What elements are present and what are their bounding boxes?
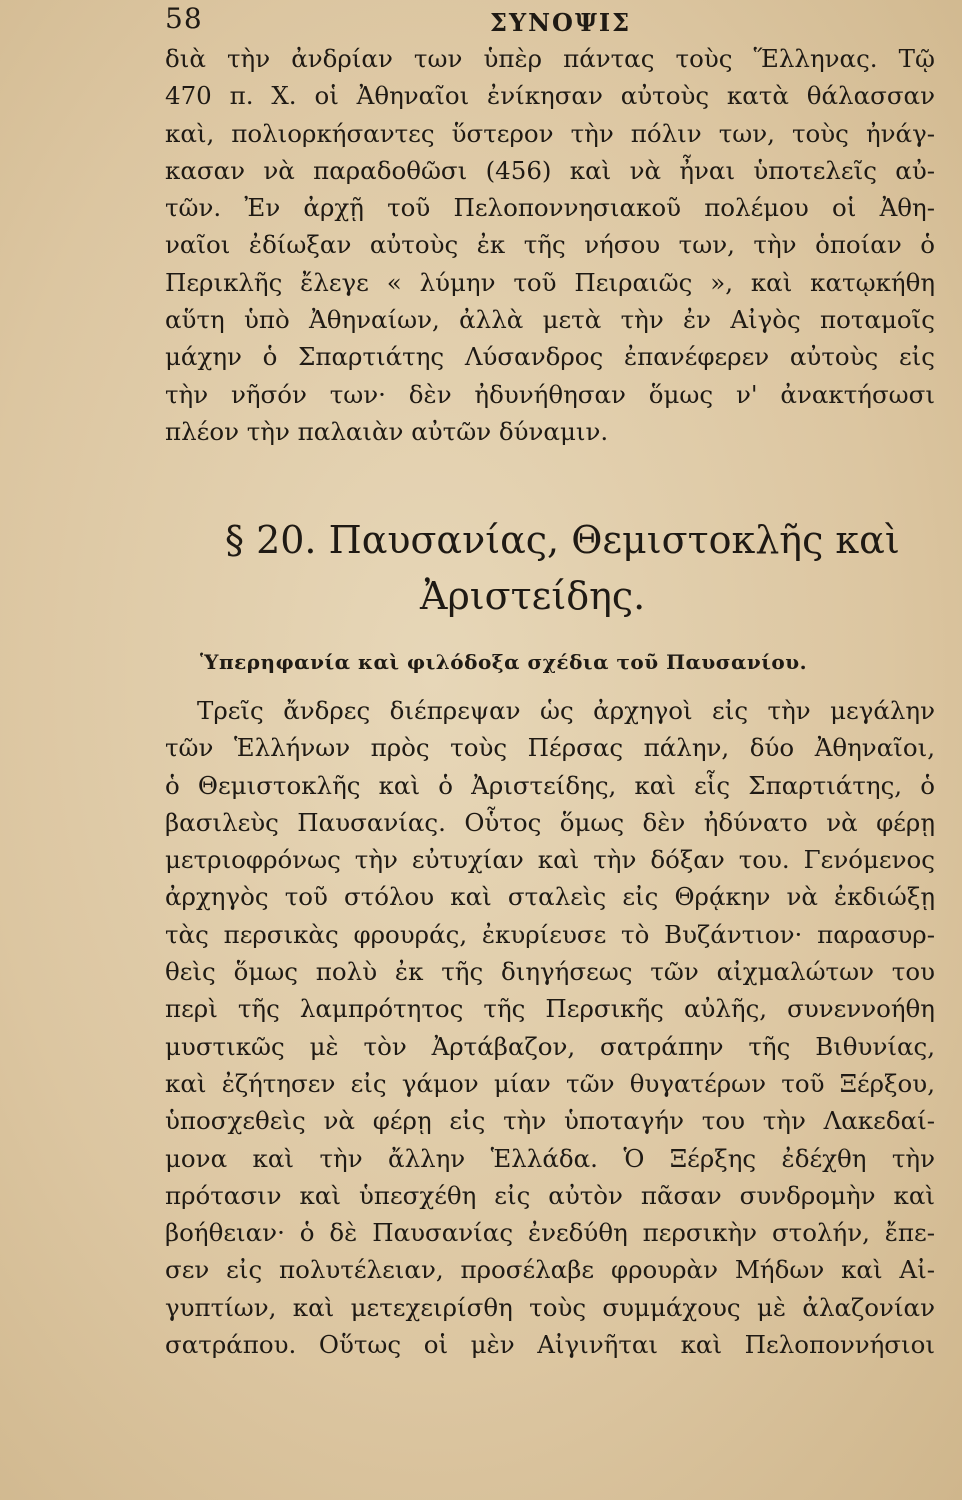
- text-line: ὁ Θεμιστοκλῆς καὶ ὁ Ἀριστείδης, καὶ εἷς Σπαρτιάτης, ὁ: [165, 770, 935, 800]
- text-line: ἀρχηγὸς τοῦ στόλου καὶ σταλεὶς εἰς Θρᾴκην νὰ ἐκδιώξῃ: [165, 882, 935, 912]
- text-line: περὶ τῆς λαμπρότητος τῆς Περσικῆς αὐλῆς, συνεννοήθη: [165, 994, 935, 1024]
- text-line: σεν εἰς πολυτέλειαν, προσέλαβε φρουρὰν Μήδων καὶ Αἰ-: [165, 1255, 935, 1285]
- text-line: τῶν. Ἐν ἀρχῇ τοῦ Πελοποννησιακοῦ πολέμου οἱ Ἀθη-: [165, 193, 935, 223]
- text-line: 470 π. Χ. οἱ Ἀθηναῖοι ἐνίκησαν αὐτοὺς κατὰ θάλασσαν: [165, 81, 935, 111]
- top-paragraph: [165, 40, 935, 450]
- text-line: ναῖοι ἐδίωξαν αὐτοὺς ἐκ τῆς νήσου των, τὴν ὁποίαν ὁ: [165, 230, 935, 260]
- text-line: βασιλεὺς Παυσανίας. Οὗτος ὅμως δὲν ἠδύνατο νὰ φέρῃ: [165, 807, 935, 837]
- text-line: μονα καὶ τὴν ἄλλην Ἑλλάδα. Ὁ Ξέρξης ἐδέχθη τὴν: [165, 1143, 935, 1173]
- text-line: τὰς περσικὰς φρουράς, ἐκυρίευσε τὸ Βυζάντιον· παρασυρ-: [165, 919, 935, 949]
- section-subheading: Ὑπερηφανία καὶ φιλόδοξα σχέδια τοῦ Παυσανίου.: [200, 650, 808, 674]
- text-line: Περικλῆς ἔλεγε « λύμην τοῦ Πειραιῶς », καὶ κατῳκήθη: [165, 267, 935, 297]
- text-line: Τρεῖς ἄνδρες διέπρεψαν ὡς ἀρχηγοὶ εἰς τὴν μεγάλην: [197, 696, 935, 725]
- text-line: γυπτίων, καὶ μετεχειρίσθη τοὺς συμμάχους μὲ ἀλαζονίαν: [165, 1292, 935, 1322]
- text-line: τὴν νῆσόν των· δὲν ἠδυνήθησαν ὅμως ν' ἀνακτήσωσι: [165, 379, 935, 409]
- page-number: 58: [165, 2, 203, 35]
- text-line: πρότασιν καὶ ὑπεσχέθη εἰς αὐτὸν πᾶσαν συνδρομὴν καὶ: [165, 1180, 935, 1210]
- section-heading-line2: Ἀριστείδης.: [420, 574, 646, 618]
- text-line: διὰ τὴν ἀνδρίαν των ὑπὲρ πάντας τοὺς Ἕλληνας. Τῷ: [165, 44, 935, 73]
- text-line: βοήθειαν· ὁ δὲ Παυσανίας ἐνεδύθη περσικὴν στολήν, ἔπε-: [165, 1218, 935, 1248]
- running-title: ΣΥΝΟΨΙΣ: [490, 8, 632, 37]
- text-line: καὶ, πολιορκήσαντες ὕστερον τὴν πόλιν των, τοὺς ἠνάγ-: [165, 118, 935, 148]
- text-line: θεὶς ὅμως πολὺ ἐκ τῆς διηγήσεως τῶν αἰχμαλώτων του: [165, 957, 935, 987]
- text-line: μετριοφρόνως τὴν εὐτυχίαν καὶ τὴν δόξαν του. Γενόμενος: [165, 845, 935, 875]
- section-heading-line1: § 20. Παυσανίας, Θεμιστοκλῆς καὶ: [225, 518, 900, 562]
- text-line: ὑποσχεθεὶς νὰ φέρῃ εἰς τὴν ὑποταγήν του τὴν Λακεδαί-: [165, 1106, 935, 1136]
- text-line: καὶ ἐζήτησεν εἰς γάμον μίαν τῶν θυγατέρων τοῦ Ξέρξου,: [165, 1068, 935, 1098]
- page-header: [0, 2, 962, 42]
- text-line: κασαν νὰ παραδοθῶσι (456) καὶ νὰ ἦναι ὑποτελεῖς αὐ-: [165, 155, 935, 185]
- section-heading: [225, 512, 915, 624]
- text-line: τῶν Ἑλλήνων πρὸς τοὺς Πέρσας πάλην, δύο Ἀθηναῖοι,: [165, 733, 935, 763]
- text-line: μυστικῶς μὲ τὸν Ἀρτάβαζον, σατράπην τῆς Βιθυνίας,: [165, 1031, 935, 1061]
- text-line: σατράπου. Οὕτως οἱ μὲν Αἰγινῆται καὶ Πελοποννήσιοι: [165, 1330, 935, 1360]
- main-paragraph: [165, 692, 935, 1363]
- text-line: μάχην ὁ Σπαρτιάτης Λύσανδρος ἐπανέφερεν αὐτοὺς εἰς: [165, 342, 935, 372]
- text-line: πλέον τὴν παλαιὰν αὐτῶν δύναμιν.: [165, 416, 609, 446]
- text-line: αὕτη ὑπὸ Ἀθηναίων, ἀλλὰ μετὰ τὴν ἐν Αἰγὸς ποταμοῖς: [165, 305, 935, 335]
